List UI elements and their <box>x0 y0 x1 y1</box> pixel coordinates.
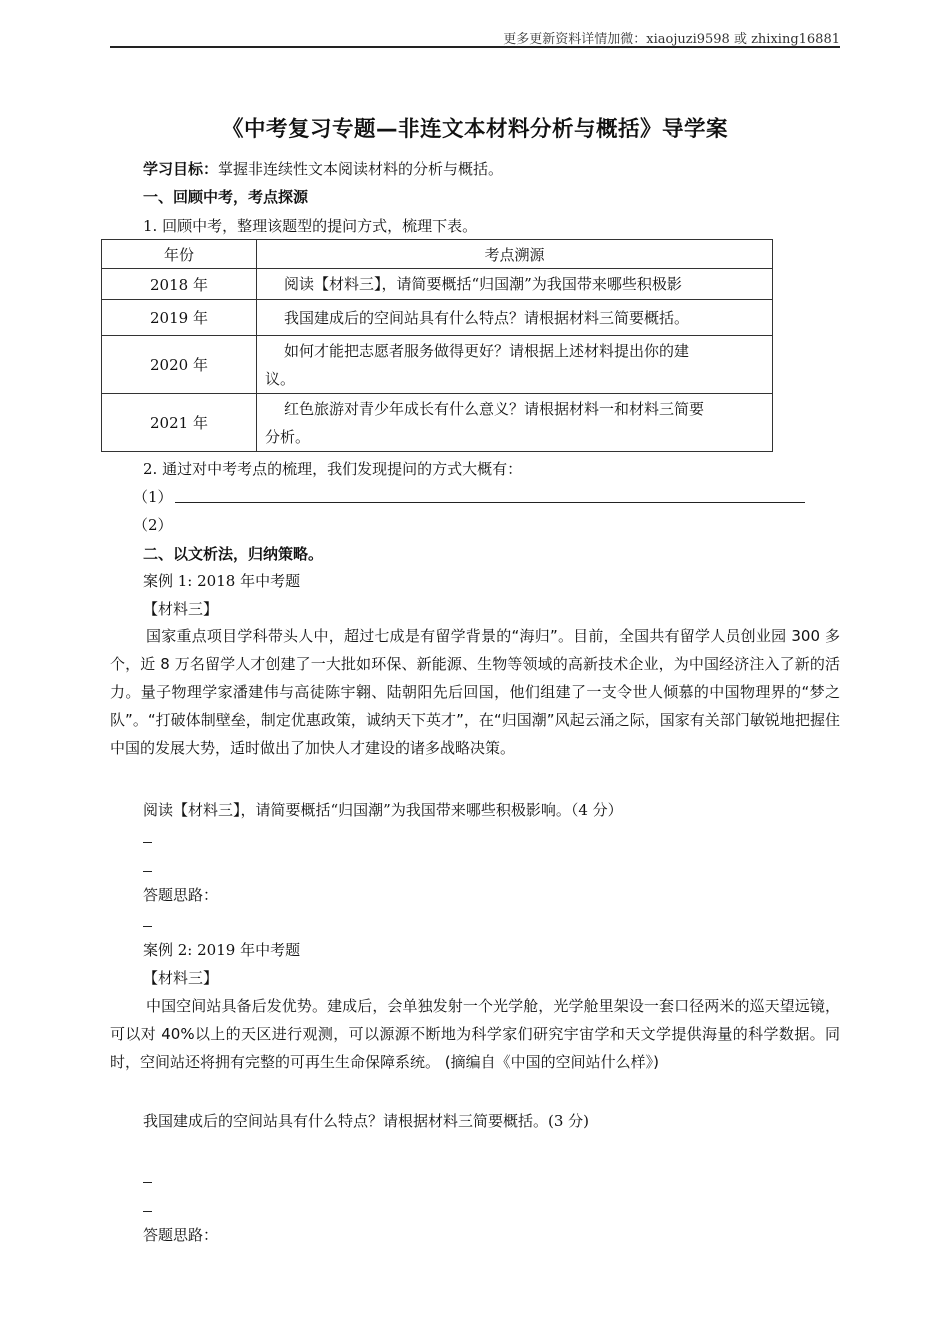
case1-text: 国家重点项目学科带头人中，超过七成是有留学背景的“海归”。目前，全国共有留学人员创业园 300 多个，近 8 万名留学人才创建了一大批如环保、新能源、生物等领域的高新技术企业，为中国经济注入了新的活力。量子物理学家潘建伟与高徒陈宇翱、陆朝阳先后回国，他们组建了一支令世人倾慕的中国物理界的“梦之队”。“打破体制壁垒，制定优惠政策，诚纳天下英才”，在“归国潮”风起云涌之际，国家有关部门敏锐地把握住中国的发展大势，适时做出了加快人才建设的诸多战略决策。 <box>110 627 840 757</box>
section1-heading: 一、回顾中考，考点探源 <box>143 188 309 206</box>
case2-material: 【材料三】 <box>143 969 219 987</box>
table-cell-question <box>257 394 773 452</box>
answer-blank-line[interactable] <box>175 502 805 503</box>
blank-label-2: （2） <box>133 516 173 534</box>
answer-blank-line[interactable] <box>143 926 152 927</box>
objective-line <box>143 159 503 179</box>
table-row <box>102 269 773 300</box>
table-header-year: 年份 <box>102 240 257 269</box>
table-row <box>102 300 773 336</box>
question-line: 红色旅游对青少年成长有什么意义？请根据材料一和材料三简要 <box>284 399 705 418</box>
table-cell-year: 2019 年 <box>102 300 257 336</box>
section2-heading: 二、以文析法，归纳策略。 <box>143 545 324 563</box>
objective-text: 掌握非连续性文本阅读材料的分析与概括。 <box>218 160 504 178</box>
case1-label: 案例 1: 2018 年中考题 <box>143 572 301 590</box>
objective-label: 学习目标： <box>143 160 219 178</box>
case1-thinking: 答题思路： <box>143 886 219 904</box>
case2-thinking: 答题思路： <box>143 1226 219 1244</box>
question-line: 如何才能把志愿者服务做得更好？请根据上述材料提出你的建 <box>284 341 690 360</box>
table-cell-question <box>257 336 773 394</box>
answer-blank-line[interactable] <box>143 1211 152 1212</box>
table-cell-question <box>257 300 773 336</box>
table-row <box>102 336 773 394</box>
exam-source-table <box>101 239 773 452</box>
table-cell-year: 2020 年 <box>102 336 257 394</box>
case2-text: 中国空间站具备后发优势。建成后，会单独发射一个光学舱，光学舱里架设一套口径两米的巡天望远镜，可以对 40%以上的天区进行观测，可以源源不断地为科学家们研究宇宙学和天文学提供海量的科学数据。同时，空间站还将拥有完整的可再生生命保障系统。 (摘编自《中国的空间站什么样》) <box>110 997 840 1071</box>
answer-blank-line[interactable] <box>143 842 152 843</box>
section1-item1: 1. 回顾中考，整理该题型的提问方式，梳理下表。 <box>143 217 478 235</box>
header-divider <box>110 46 840 48</box>
case2-label: 案例 2: 2019 年中考题 <box>143 941 301 959</box>
question-line: 分析。 <box>265 427 311 446</box>
header-note: 更多更新资料详情加微：xiaojuzi9598 或 zhixing16881 <box>503 32 840 47</box>
blank-label-1: （1） <box>133 488 173 506</box>
case1-material: 【材料三】 <box>143 600 219 618</box>
page-title: 《中考复习专题—非连文本材料分析与概括》导学案 <box>221 117 728 142</box>
section1-item2: 2. 通过对中考考点的梳理，我们发现提问的方式大概有： <box>143 460 523 478</box>
table-header-source: 考点溯源 <box>257 240 773 269</box>
table-header-row <box>102 240 773 269</box>
table-cell-year: 2021 年 <box>102 394 257 452</box>
question-line: 我国建成后的空间站具有什么特点？请根据材料三简要概括。 <box>284 308 690 327</box>
case2-question: 我国建成后的空间站具有什么特点？请根据材料三简要概括。(3 分) <box>143 1112 590 1130</box>
answer-blank-line[interactable] <box>143 871 152 872</box>
table-cell-question <box>257 269 773 300</box>
table-row <box>102 394 773 452</box>
question-line: 阅读【材料三】，请简要概括“归国潮”为我国带来哪些积极影 <box>284 275 682 293</box>
answer-blank-line[interactable] <box>143 1182 152 1183</box>
table-cell-year: 2018 年 <box>102 269 257 300</box>
case1-question: 阅读【材料三】，请简要概括“归国潮”为我国带来哪些积极影响。（4 分） <box>143 801 623 819</box>
question-line: 议。 <box>265 369 296 388</box>
